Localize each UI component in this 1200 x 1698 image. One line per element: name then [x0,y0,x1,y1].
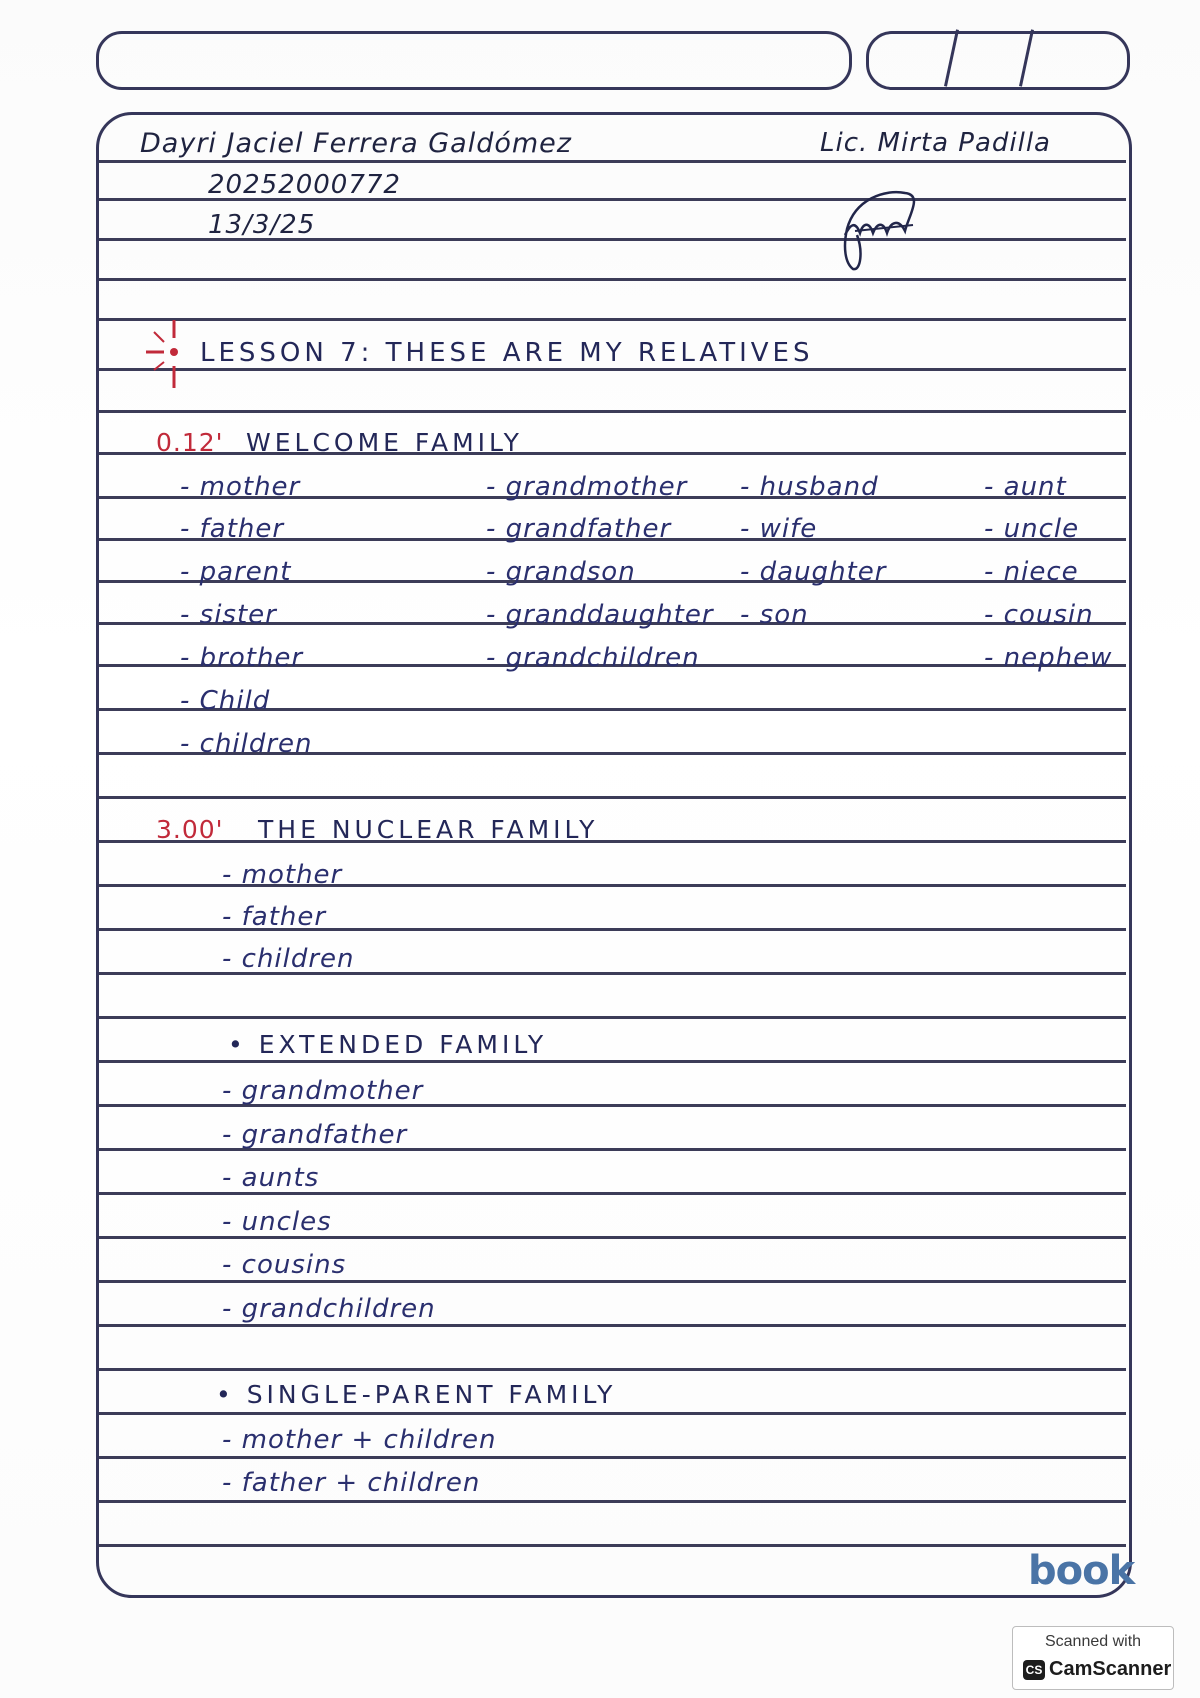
list-item: - grandfather [222,1120,408,1150]
vocab-item: - grandson [486,557,636,587]
notebook-logo: book [1028,1548,1135,1594]
scanner-name: CamScanner [1049,1658,1172,1680]
header-box-left [96,31,852,90]
notebook-frame [96,112,1135,1598]
bullet-mark-icon [140,318,180,393]
vocab-item: - husband [740,472,879,502]
section3-heading: • EXTENDED FAMILY [228,1030,548,1059]
list-item: - mother [222,860,343,890]
camscanner-badge [1012,1626,1174,1690]
section1-time: 0.12' [156,428,224,457]
vocab-item: - nephew [984,643,1113,673]
ruled-line [99,1016,1126,1019]
scanner-caption: Scanned with [1044,1633,1142,1650]
vocab-item: - grandfather [486,514,672,544]
list-item: - father [222,902,327,932]
teacher-name: Lic. Mirta Padilla [820,128,1051,158]
vocab-item: - niece [984,557,1079,587]
list-item: - cousins [222,1250,347,1280]
ruled-line [99,160,1126,163]
list-item: - children [222,944,355,974]
list-item: - uncles [222,1207,332,1237]
ruled-line [99,1456,1126,1459]
ruled-line [99,796,1126,799]
ruled-line [99,1280,1126,1283]
vocab-item: - uncle [984,514,1080,544]
ruled-line [99,368,1126,371]
vocab-item: - children [180,729,313,759]
ruled-line [99,1500,1126,1503]
ruled-line [99,1060,1126,1063]
list-item: - grandmother [222,1076,424,1106]
date: 13/3/25 [208,210,316,240]
section1-heading: WELCOME FAMILY [246,428,523,457]
vocab-item: - wife [740,514,818,544]
lesson-title: LESSON 7: THESE ARE MY RELATIVES [200,338,814,368]
camscanner-icon: CS [1023,1660,1045,1680]
vocab-item: - son [740,600,809,630]
ruled-line [99,840,1126,843]
student-name: Dayri Jaciel Ferrera Galdómez [140,128,572,159]
ruled-line [99,1324,1126,1327]
header-box-right [866,31,1130,90]
vocab-item: - mother [180,472,301,502]
vocab-item: - Child [180,686,271,716]
vocab-item: - grandchildren [486,643,700,673]
vocab-item: - sister [180,600,277,630]
ruled-line [99,1368,1126,1371]
ruled-line [99,278,1126,281]
student-id: 20252000772 [208,170,401,200]
vocab-item: - father [180,514,285,544]
vocab-item: - daughter [740,557,887,587]
list-item: - mother + children [222,1425,497,1455]
ruled-line [99,1544,1126,1547]
vocab-item: - aunt [984,472,1067,502]
ruled-line [99,1412,1126,1415]
ruled-line [99,318,1126,321]
signature [835,185,925,285]
section2-time: 3.00' [156,815,224,844]
vocab-item: - brother [180,643,304,673]
vocab-item: - grandmother [486,472,688,502]
section4-heading: • SINGLE-PARENT FAMILY [216,1380,617,1409]
vocab-item: - granddaughter [486,600,714,630]
ruled-line [99,410,1126,413]
list-item: - father + children [222,1468,481,1498]
vocab-item: - cousin [984,600,1094,630]
list-item: - aunts [222,1163,320,1193]
vocab-item: - parent [180,557,292,587]
list-item: - grandchildren [222,1294,436,1324]
section2-heading: THE NUCLEAR FAMILY [258,815,599,844]
